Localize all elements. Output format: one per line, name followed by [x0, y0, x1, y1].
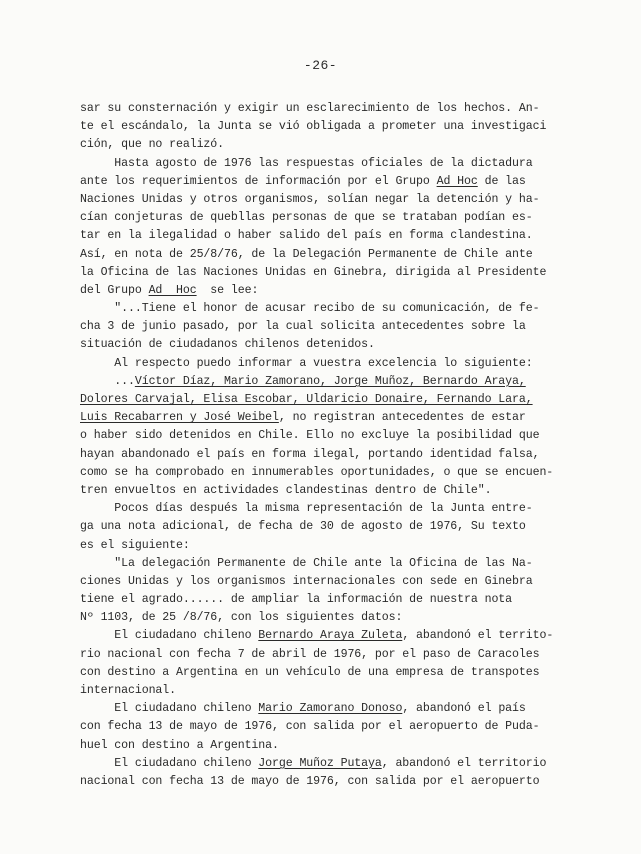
underlined-text: Ad Hoc	[436, 174, 478, 188]
text-line	[80, 391, 600, 409]
text-line	[80, 300, 600, 318]
text-segment: hayan abandonado el país en forma ilegal, portando identidad falsa,	[80, 447, 540, 461]
text-line	[80, 500, 600, 518]
underlined-text: Bernardo Araya Zuleta	[258, 629, 403, 643]
text-line	[80, 209, 600, 227]
text-line	[80, 373, 600, 391]
text-segment: situación de ciudadanos chilenos detenidos.	[80, 338, 375, 352]
text-line	[80, 682, 600, 700]
text-line	[80, 155, 600, 173]
text-line	[80, 136, 600, 154]
text-segment: ciones Unidas y los organismos internacionales con sede en Ginebra	[80, 574, 533, 588]
text-segment: El ciudadano chileno	[80, 629, 259, 643]
text-segment: internacional.	[80, 684, 177, 697]
underlined-text: Ad Hoc	[148, 283, 197, 297]
text-line	[80, 482, 600, 500]
text-segment: la Oficina de las Naciones Unidas en Ginebra, dirigida al Presidente	[80, 265, 547, 279]
underlined-text: Mario Zamorano Donoso	[258, 702, 403, 716]
text-line	[80, 609, 600, 627]
text-segment: Pocos días después la misma representación de la Junta entre-	[80, 502, 533, 516]
text-segment: Naciones Unidas y otros organismos, solían negar la detención y ha-	[80, 192, 540, 206]
text-segment: Al respecto puedo informar a vuestra excelencia lo siguiente:	[80, 356, 533, 370]
text-line	[80, 173, 600, 191]
text-segment: como se ha comprobado en innumerables oportunidades, o que se encuen-	[80, 465, 554, 479]
text-line	[80, 100, 600, 118]
text-segment: ción, que no realizó.	[80, 138, 225, 152]
text-line	[80, 336, 600, 354]
text-segment: , abandonó el país	[402, 702, 526, 716]
text-segment: con fecha 13 de mayo de 1976, con salida por el aeropuerto de Puda-	[80, 720, 540, 734]
text-segment: cían conjeturas de quebllas personas de que se trataban podían es-	[80, 211, 533, 225]
text-segment: cha 3 de junio pasado, por la cual solicita antecedentes sobre la	[80, 320, 526, 334]
text-segment: Nº 1103, de 25 /8/76, con los siguientes datos:	[80, 611, 403, 625]
text-segment: , no registran antecedentes de estar	[278, 411, 526, 425]
text-segment: huel con destino a Argentina.	[80, 738, 279, 752]
text-line	[80, 627, 600, 645]
text-line	[80, 118, 600, 136]
underlined-text: Jorge Muñoz Putaya	[258, 756, 382, 770]
text-line	[80, 591, 600, 609]
underlined-text: Víctor Díaz, Mario Zamorano, Jorge Muñoz, Bernardo Araya,	[134, 374, 526, 388]
text-segment: con destino a Argentina en un vehículo de una empresa de transpotes	[80, 665, 540, 679]
text-line	[80, 773, 600, 791]
text-segment: del Grupo	[80, 283, 149, 297]
text-segment: se lee:	[196, 283, 259, 297]
text-line	[80, 755, 600, 773]
text-segment: ...	[80, 374, 135, 388]
text-segment: , abandonó el territo-	[402, 629, 554, 643]
text-segment: "...Tiene el honor de acusar recibo de su comunicación, de fe-	[80, 302, 540, 316]
text-segment: tren envueltos en actividades clandestinas dentro de Chile".	[80, 483, 492, 497]
text-segment: El ciudadano chileno	[80, 702, 259, 716]
text-line	[80, 191, 600, 209]
text-segment: nacional con fecha 13 de mayo de 1976, con salida por el aeropuerto	[80, 774, 540, 788]
document-body	[80, 100, 600, 791]
text-line	[80, 227, 600, 245]
text-line	[80, 737, 600, 755]
text-segment: Hasta agosto de 1976 las respuestas oficiales de la dictadura	[80, 156, 533, 170]
text-segment: sar su consternación y exigir un esclarecimiento de los hechos. An-	[80, 102, 540, 115]
text-segment: tiene el agrado...... de ampliar la información de nuestra nota	[80, 593, 513, 607]
text-line	[80, 518, 600, 536]
text-segment: rio nacional con fecha 7 de abril de 1976, por el paso de Caracoles	[80, 647, 540, 661]
text-segment: ante los requerimientos de información por el Grupo	[80, 174, 437, 188]
text-segment: de las	[477, 174, 526, 188]
text-line	[80, 318, 600, 336]
text-line	[80, 282, 600, 300]
text-line	[80, 427, 600, 445]
underlined-text: Dolores Carvajal, Elisa Escobar, Uldaricio Donaire, Fernando Lara,	[80, 393, 533, 406]
text-line	[80, 700, 600, 718]
text-segment: tar en la ilegalidad o haber salido del país en forma clandestina.	[80, 229, 533, 243]
text-segment: , abandonó el territorio	[381, 756, 547, 770]
text-line	[80, 664, 600, 682]
underlined-text: Luis Recabarren y José Weibel	[80, 411, 279, 425]
text-line	[80, 246, 600, 264]
text-line	[80, 355, 600, 373]
text-segment: Así, en nota de 25/8/76, de la Delegación Permanente de Chile ante	[80, 247, 533, 261]
text-line	[80, 718, 600, 736]
text-segment: ga una nota adicional, de fecha de 30 de agosto de 1976, Su texto	[80, 520, 526, 534]
text-segment: o haber sido detenidos en Chile. Ello no excluye la posibilidad que	[80, 429, 540, 443]
text-line	[80, 646, 600, 664]
text-segment: "La delegación Permanente de Chile ante la Oficina de las Na-	[80, 556, 533, 570]
text-line	[80, 446, 600, 464]
text-segment: es el siguiente:	[80, 538, 190, 552]
text-line	[80, 573, 600, 591]
text-line	[80, 409, 600, 427]
text-line	[80, 555, 600, 573]
page-number: -26-	[303, 58, 338, 73]
text-line	[80, 537, 600, 555]
text-line	[80, 464, 600, 482]
text-segment: El ciudadano chileno	[80, 756, 259, 770]
text-segment: te el escándalo, la Junta se vió obligada a prometer una investigaci	[80, 120, 547, 134]
text-line	[80, 264, 600, 282]
